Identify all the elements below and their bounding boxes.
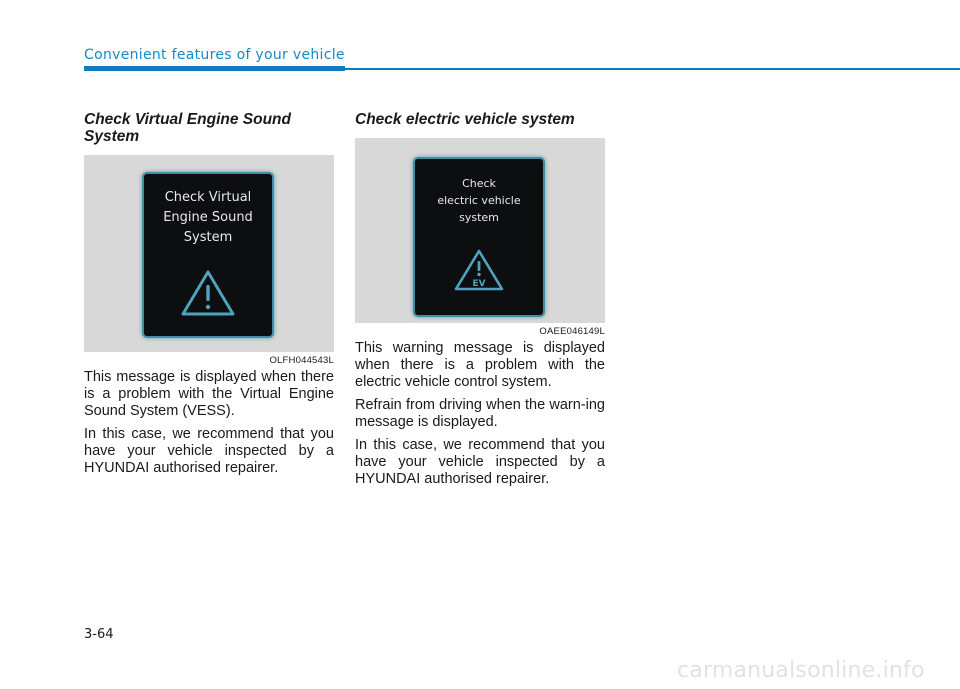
warning-triangle-icon <box>180 268 236 318</box>
right-column <box>355 111 605 488</box>
cluster-message: Check electric vehicle system <box>437 177 521 224</box>
cluster-message: Check Virtual Engine Sound System <box>163 190 253 245</box>
vess-figure <box>84 155 334 352</box>
watermark: carmanualsonline.info <box>677 658 925 683</box>
paragraph: This warning message is displayed when there is a problem with the electric vehicle control system. <box>355 340 605 390</box>
ev-figure <box>355 138 605 323</box>
ev-warning-triangle-icon <box>453 248 505 292</box>
figure-code: OAEE046149L <box>539 326 605 337</box>
ev-icon-label: EV <box>472 279 486 289</box>
cluster-display <box>413 157 545 317</box>
paragraph: Refrain from driving when the warn-ing message is displayed. <box>355 397 605 430</box>
paragraph: This message is displayed when there is a problem with the Virtual Engine Sound System (VESS). <box>84 369 334 419</box>
left-column <box>84 111 334 477</box>
figure-code: OLFH044543L <box>269 355 334 366</box>
section-header-title: Convenient features of your vehicle <box>84 47 345 63</box>
cluster-display <box>142 172 274 338</box>
ev-section-title: Check electric vehicle system <box>355 111 575 128</box>
vess-section-title: Check Virtual Engine Sound System <box>84 111 291 145</box>
header-accent-bar <box>84 66 345 71</box>
paragraph: In this case, we recommend that you have your vehicle inspected by a HYUNDAI authorised repairer. <box>355 437 605 487</box>
header-rule <box>345 68 960 70</box>
paragraph: In this case, we recommend that you have your vehicle inspected by a HYUNDAI authorised repairer. <box>84 426 334 476</box>
page-number: 3-64 <box>84 627 114 642</box>
